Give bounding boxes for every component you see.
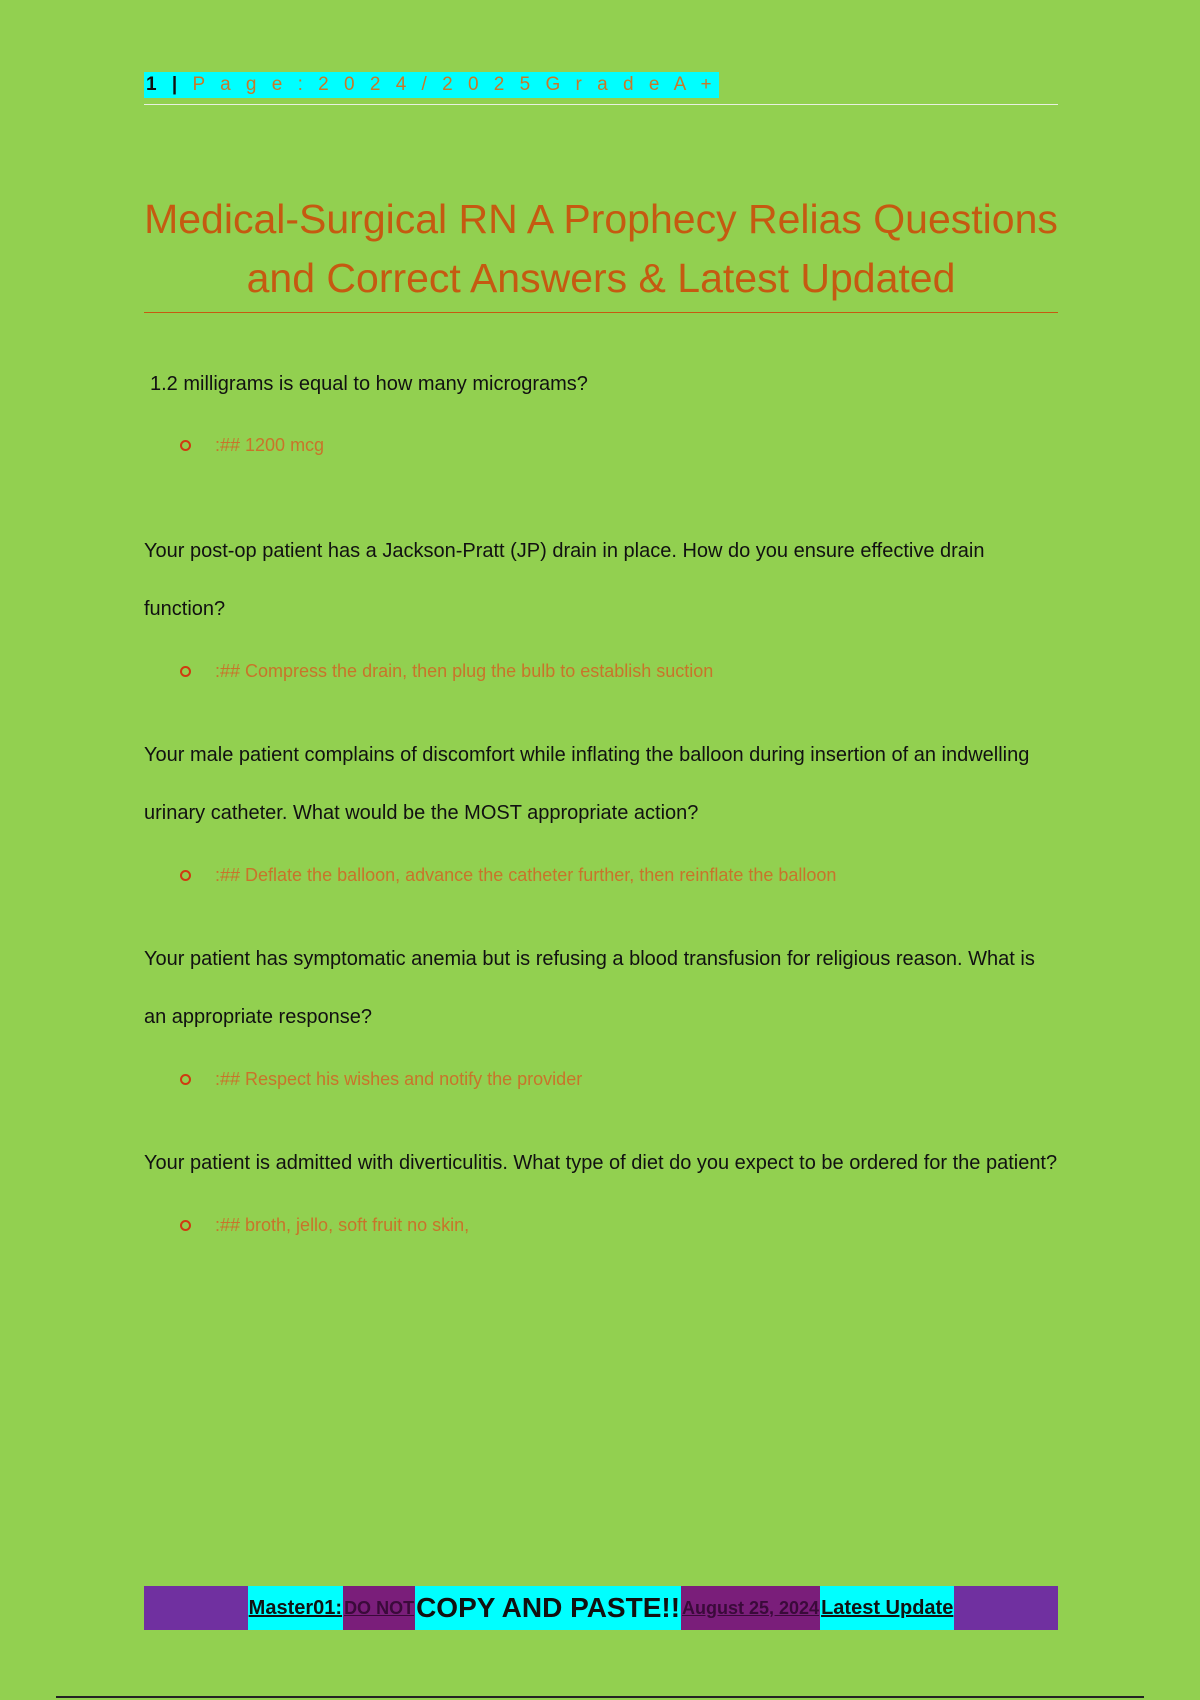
page-header <box>144 72 1058 105</box>
answer-5 <box>180 1210 1058 1240</box>
question-4: Your patient has symptomatic anemia but is refusing a blood transfusion for religious reason. What is an appropriate response? <box>144 948 1035 1028</box>
question-3: Your male patient complains of discomfort while inflating the balloon during insertion of an indwelling urinary catheter. What would be the MOST appropriate action? <box>144 744 1030 824</box>
answer-text: :## Compress the drain, then plug the bulb to establish suction <box>215 660 714 681</box>
document-title: Medical-Surgical RN A Prophecy Relias Questions and Correct Answers & Latest Updated <box>144 190 1058 313</box>
qa-list <box>144 366 1058 1280</box>
footer-inner <box>248 1586 955 1630</box>
footer-latest: Latest Update <box>820 1586 954 1630</box>
question-1: 1.2 milligrams is equal to how many micrograms? <box>150 373 588 395</box>
footer-copy-paste: COPY AND PASTE!! <box>415 1586 681 1630</box>
answer-text: :## Respect his wishes and notify the provider <box>215 1068 583 1089</box>
header-separator: | <box>171 74 183 95</box>
answer-4 <box>180 1064 1058 1094</box>
page-bottom-rule <box>56 1696 1144 1698</box>
answer-1 <box>180 430 1058 460</box>
answer-text: :## Deflate the balloon, advance the catheter further, then reinflate the balloon <box>215 864 837 885</box>
header-text: P a g e : 2 0 2 4 / 2 0 2 5 G r a d e A + <box>192 74 717 95</box>
answer-2 <box>180 656 1058 686</box>
question-5: Your patient is admitted with diverticulitis. What type of diet do you expect to be ordered for the patient? <box>144 1152 1058 1174</box>
answer-3 <box>180 860 1058 890</box>
question-2: Your post-op patient has a Jackson-Pratt (JP) drain in place. How do you ensure effective drain function? <box>144 540 985 620</box>
answer-text: :## broth, jello, soft fruit no skin, <box>215 1214 470 1235</box>
page-header-tag <box>144 72 719 98</box>
circle-bullet-icon <box>180 1074 191 1085</box>
footer-master: Master01: <box>248 1586 343 1630</box>
circle-bullet-icon <box>180 1220 191 1231</box>
answer-text: :## 1200 mcg <box>215 434 325 455</box>
circle-bullet-icon <box>180 440 191 451</box>
footer-date: August 25, 2024 <box>681 1586 820 1630</box>
circle-bullet-icon <box>180 870 191 881</box>
page-number: 1 <box>146 74 162 95</box>
circle-bullet-icon <box>180 666 191 677</box>
footer-do-not: DO NOT <box>343 1586 415 1630</box>
footer-banner <box>144 1586 1058 1630</box>
